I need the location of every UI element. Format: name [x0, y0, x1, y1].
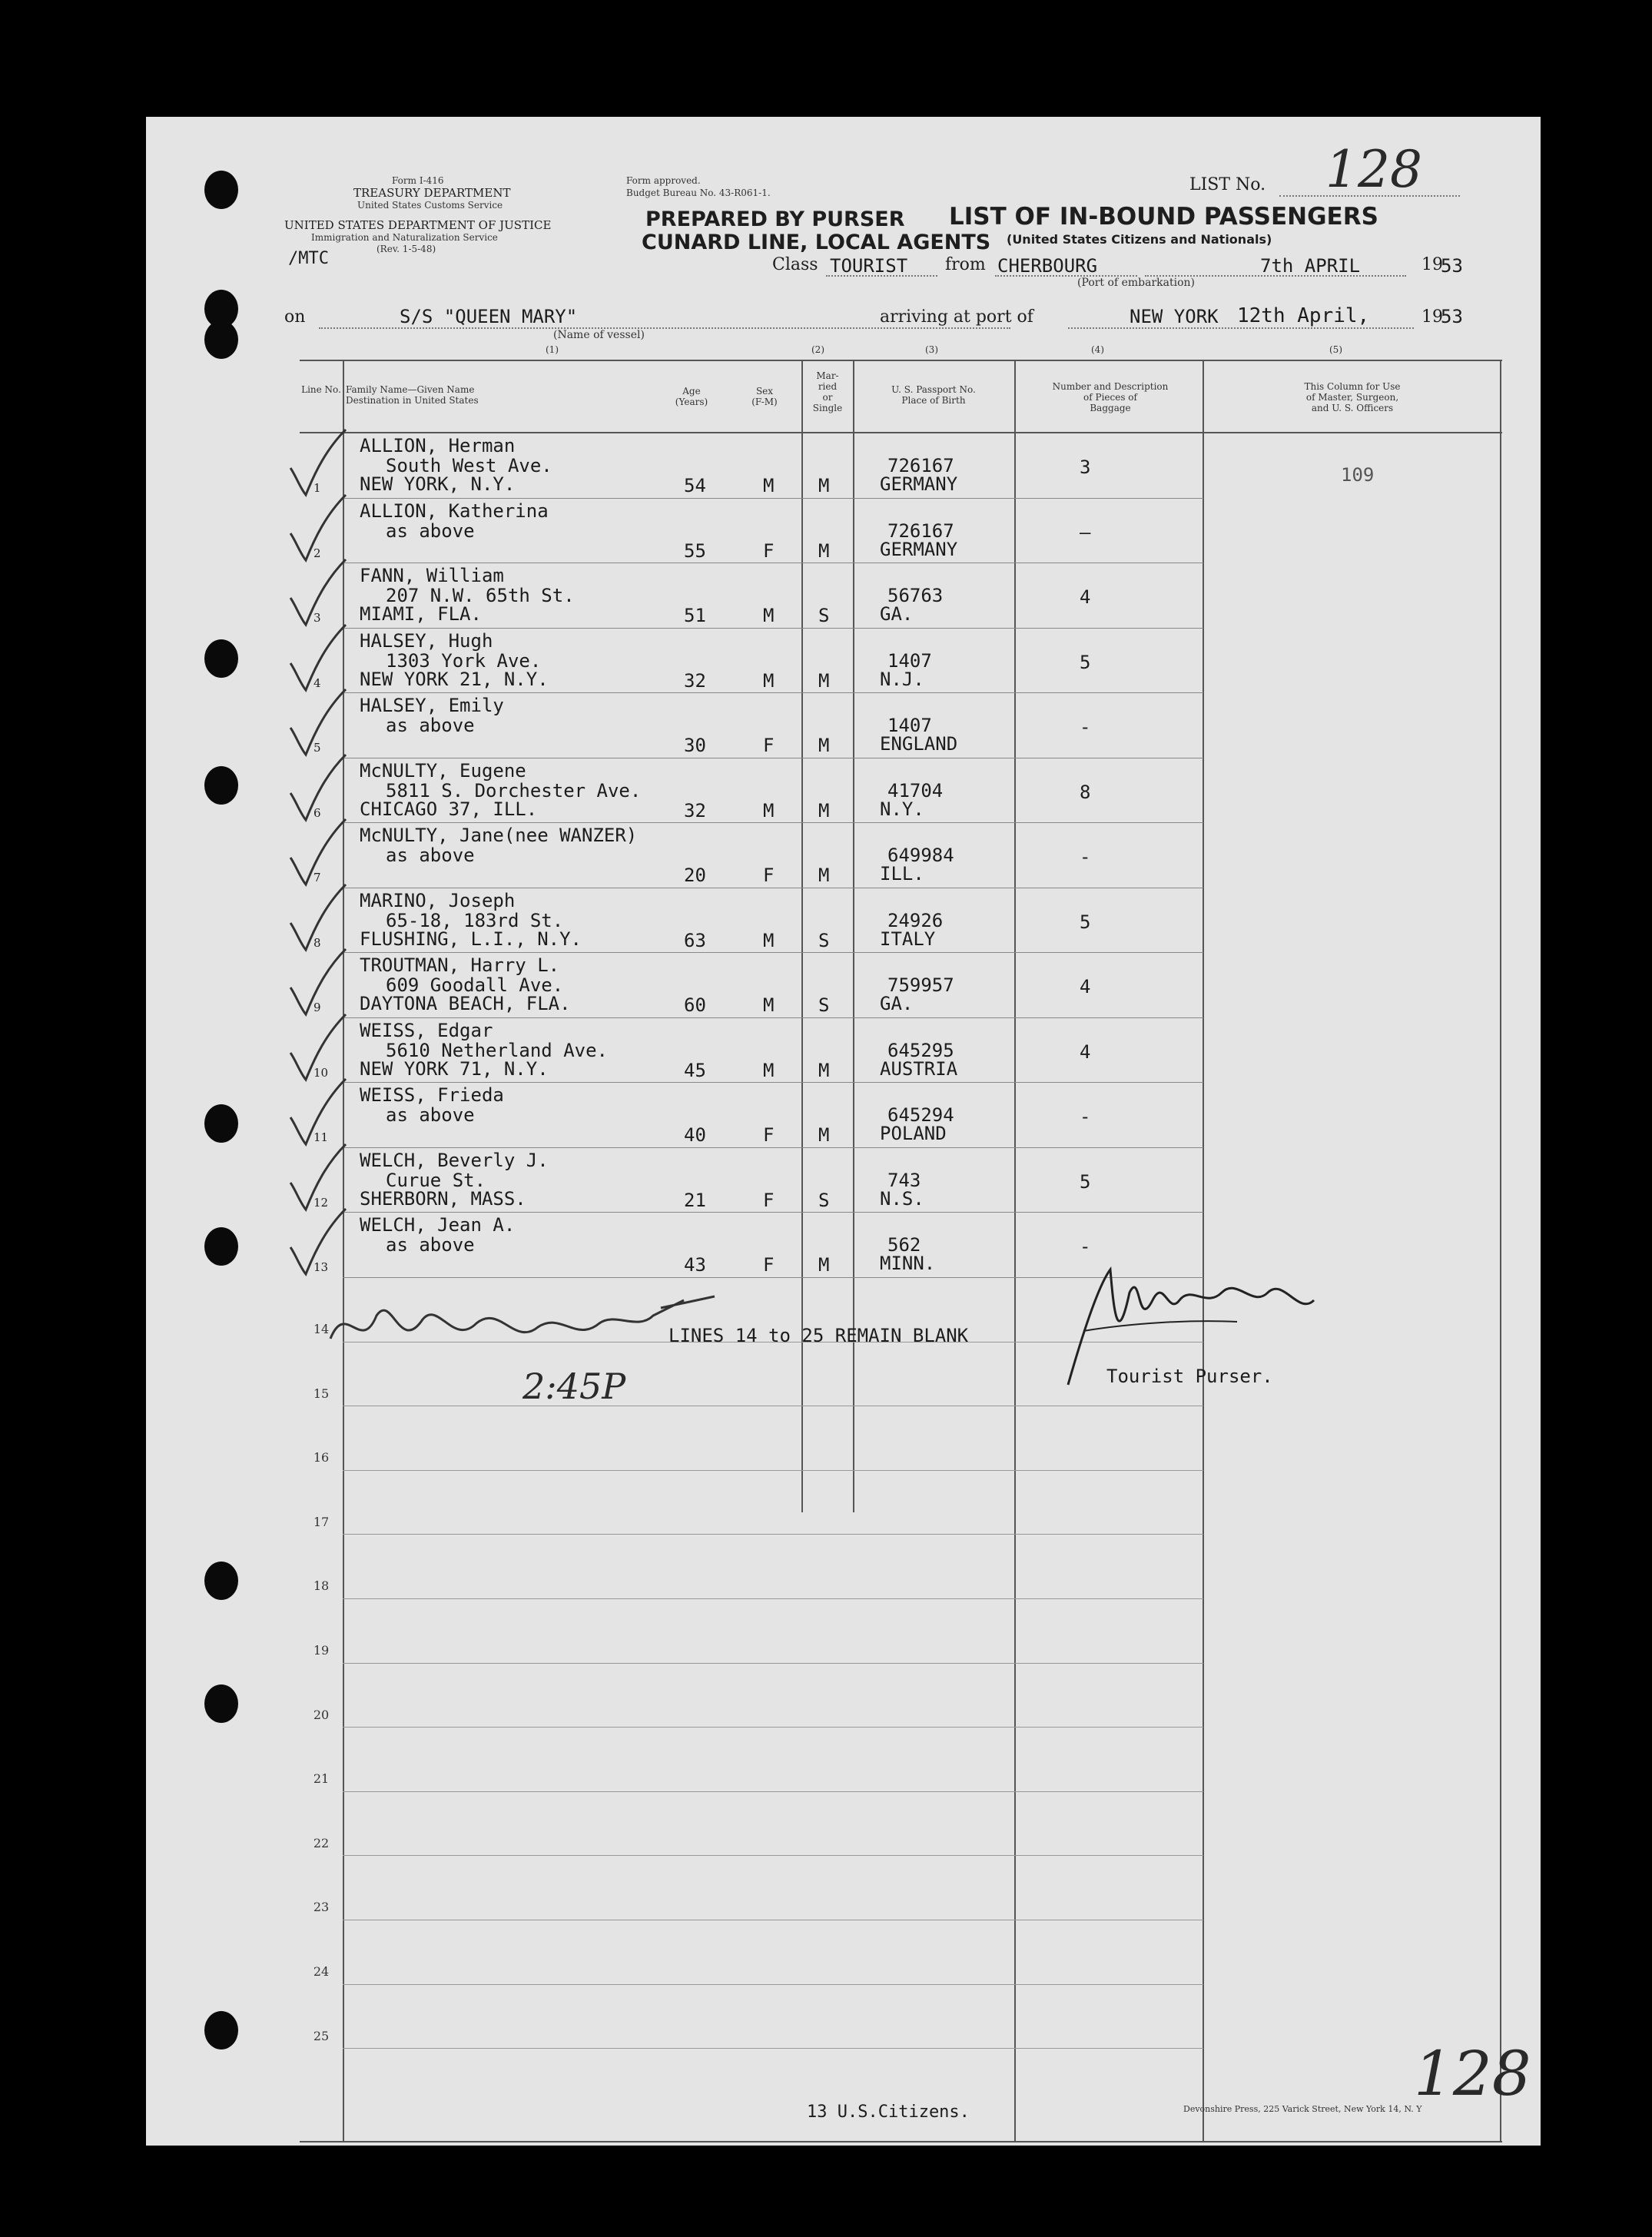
on-label: on — [284, 307, 306, 327]
line-number: 8 — [313, 935, 321, 950]
passenger-name: HALSEY, Hugh — [360, 629, 493, 652]
age: 21 — [684, 1189, 706, 1211]
baggage-count: 5 — [1080, 911, 1091, 933]
line-number: 10 — [313, 1065, 329, 1080]
header-passport-birth: U. S. Passport No. Place of Birth — [891, 384, 976, 406]
place-of-birth: ILL. — [880, 863, 924, 885]
address-line-1: as above — [386, 715, 475, 736]
address-line-1: 609 Goodall Ave. — [386, 974, 564, 996]
table-row — [146, 499, 1541, 564]
handwritten-time: 2:45P — [522, 1366, 626, 1407]
from-year: 53 — [1441, 255, 1463, 277]
header-officers: This Column for Use of Master, Surgeon, and U. S. Officers — [1304, 381, 1401, 413]
sex: M — [763, 605, 775, 626]
header-line-no: Line No. — [301, 384, 341, 395]
header-baggage: Number and Description of Pieces of Baggage — [1052, 381, 1169, 413]
from-label: from — [945, 255, 986, 274]
baggage-count: - — [1080, 846, 1091, 868]
sex: F — [763, 1124, 775, 1146]
address-line-1: South West Ave. — [386, 455, 552, 476]
age: 32 — [684, 799, 706, 821]
blank-line-number: 18 — [313, 1578, 330, 1594]
dotted-line — [1068, 327, 1414, 329]
sex: F — [763, 539, 775, 562]
col-number-3: (3) — [925, 344, 938, 355]
passport-number: 562 — [887, 1234, 921, 1256]
binder-hole — [204, 320, 238, 359]
from-port: CHERBOURG — [997, 255, 1098, 277]
marital-status: S — [818, 605, 830, 626]
place-of-birth: MINN. — [880, 1253, 936, 1274]
table-row — [146, 629, 1541, 694]
address-line-1: Curue St. — [386, 1169, 486, 1191]
col-number-1: (1) — [546, 344, 559, 355]
marital-status: S — [818, 1189, 830, 1211]
vessel-name: S/S "QUEEN MARY" — [400, 306, 578, 327]
line-number: 2 — [313, 546, 321, 560]
header-married: Mar- ried or Single — [812, 370, 843, 413]
justice-dept: UNITED STATES DEPARTMENT OF JUSTICE — [284, 218, 552, 232]
baggage-count: - — [1080, 1236, 1091, 1257]
arriving-label: arriving at port of — [880, 307, 1033, 327]
row-divider — [343, 1663, 1203, 1664]
age: 43 — [684, 1254, 706, 1276]
ins-service: Immigration and Naturalization Service — [311, 232, 498, 243]
row-divider — [343, 1791, 1203, 1792]
row-divider — [343, 1855, 1203, 1856]
from-date: 7th APRIL — [1260, 255, 1361, 277]
age: 51 — [684, 605, 706, 626]
address-line-1: as above — [386, 845, 475, 866]
baggage-count: 5 — [1080, 651, 1091, 673]
blank-line-number: 19 — [313, 1643, 330, 1658]
customs-service: United States Customs Service — [357, 200, 503, 211]
address-line-1: 207 N.W. 65th St. — [386, 585, 575, 606]
address-line-2: CHICAGO 37, ILL. — [360, 798, 538, 820]
place-of-birth: AUSTRIA — [880, 1057, 958, 1080]
baggage-count: 8 — [1080, 781, 1091, 803]
address-line-1: as above — [386, 1234, 475, 1256]
arrival-port: NEW YORK — [1130, 306, 1219, 327]
list-subtitle: (United States Citizens and Nationals) — [1007, 232, 1272, 247]
baggage-count: 4 — [1080, 1041, 1091, 1063]
blank-line-number: 20 — [313, 1707, 330, 1722]
line-number: 6 — [313, 805, 321, 820]
table-row — [146, 1148, 1541, 1213]
table-bottom-border — [300, 2141, 1502, 2142]
dotted-line — [319, 327, 1010, 329]
passenger-name: FANN, William — [360, 565, 504, 586]
place-of-birth: N.S. — [880, 1187, 924, 1210]
blank-line-number: 25 — [313, 2028, 330, 2043]
passenger-name: McNULTY, Eugene — [360, 759, 526, 782]
binder-hole — [204, 2011, 238, 2049]
binder-hole — [204, 1562, 238, 1600]
table-row — [146, 758, 1541, 824]
line-number: 9 — [313, 1001, 321, 1014]
passenger-name: MARINO, Joseph — [360, 889, 516, 911]
passport-number: 1407 — [887, 715, 932, 736]
passenger-name: WELCH, Jean A. — [360, 1214, 516, 1236]
baggage-count: 3 — [1080, 456, 1091, 478]
form-approved: Form approved. — [626, 175, 701, 186]
address-line-1: 5610 Netherland Ave. — [386, 1039, 608, 1061]
dotted-line — [1279, 195, 1460, 197]
age: 30 — [684, 735, 706, 756]
mtc-mark: /MTC — [288, 249, 329, 268]
col-number-5: (5) — [1329, 344, 1342, 355]
list-no-label: LIST No. — [1189, 175, 1266, 194]
marital-status: M — [818, 475, 830, 496]
budget-bureau: Budget Bureau No. 43-R061-1. — [626, 188, 771, 198]
purser-signature — [1037, 1246, 1345, 1400]
passport-number: 645295 — [887, 1039, 954, 1061]
printer-credit: Devonshire Press, 225 Varick Street, New York 14, N. Y — [1183, 2104, 1422, 2114]
sex: F — [763, 1254, 775, 1276]
binder-hole — [204, 171, 238, 209]
line-number: 4 — [313, 675, 321, 690]
marital-status: S — [818, 994, 830, 1016]
place-of-birth: GA. — [880, 603, 914, 625]
sex: F — [763, 735, 775, 756]
passport-number: 726167 — [887, 519, 954, 542]
header-age: Age (Years) — [675, 386, 708, 407]
place-of-birth: ITALY — [880, 928, 936, 950]
sex: M — [763, 929, 775, 951]
blank-line-number: 17 — [313, 1514, 330, 1529]
row-divider — [343, 1598, 1203, 1599]
marital-status: M — [818, 669, 830, 692]
passport-number: 743 — [887, 1169, 921, 1191]
blank-line-number: 23 — [313, 1900, 330, 1915]
table-row — [146, 1018, 1541, 1084]
address-line-1: 65-18, 183rd St. — [386, 909, 564, 931]
passenger-name: McNULTY, Jane(nee WANZER) — [360, 825, 638, 846]
marital-status: S — [818, 929, 830, 951]
revision: (Rev. 1-5-48) — [377, 244, 436, 254]
passenger-name: WEISS, Frieda — [360, 1084, 504, 1106]
passenger-name: ALLION, Katherina — [360, 500, 549, 522]
address-line-1: as above — [386, 519, 475, 542]
sex: M — [763, 1059, 775, 1081]
treasury-dept: TREASURY DEPARTMENT — [353, 186, 511, 200]
blank-line-number: 14 — [313, 1322, 330, 1336]
sex: F — [763, 1189, 775, 1211]
row-divider — [343, 1727, 1203, 1728]
passenger-name: TROUTMAN, Harry L. — [360, 954, 560, 976]
blank-line-number: 21 — [313, 1771, 330, 1787]
blank-lines-note: LINES 14 to 25 REMAIN BLANK — [668, 1325, 969, 1346]
passport-number: 1407 — [887, 649, 932, 672]
place-of-birth: N.J. — [880, 668, 924, 690]
marital-status: M — [818, 1254, 830, 1276]
sex: M — [763, 994, 775, 1016]
passport-number: 56763 — [887, 585, 944, 606]
age: 45 — [684, 1059, 706, 1081]
class-label: Class — [772, 255, 818, 274]
officer-note: 109 — [1341, 464, 1375, 486]
embark-caption: (Port of embarkation) — [1077, 277, 1195, 289]
purser-title: Tourist Purser. — [1106, 1366, 1273, 1387]
prepared-by: PREPARED BY PURSER — [645, 207, 905, 231]
line-number: 11 — [313, 1130, 329, 1144]
age: 32 — [684, 669, 706, 692]
passenger-name: HALSEY, Emily — [360, 695, 504, 716]
age: 40 — [684, 1124, 706, 1146]
marital-status: M — [818, 865, 830, 886]
table-top-border — [300, 360, 1502, 361]
table-row — [146, 563, 1541, 629]
sex: M — [763, 669, 775, 692]
header-name-destination: Family Name—Given Name Destination in United States — [346, 384, 479, 406]
address-line-1: as above — [386, 1104, 475, 1126]
address-line-2: NEW YORK, N.Y. — [360, 473, 516, 495]
line-number: 12 — [313, 1195, 329, 1210]
table-row — [146, 693, 1541, 758]
address-line-2: MIAMI, FLA. — [360, 603, 482, 625]
line-number: 5 — [313, 741, 321, 755]
line-number: 7 — [313, 871, 321, 885]
passport-number: 24926 — [887, 909, 944, 931]
blank-line-number: 22 — [313, 1835, 330, 1850]
corner-list-number: 128 — [1414, 2038, 1531, 2109]
passport-number: 649984 — [887, 845, 954, 866]
header-sex: Sex (F-M) — [751, 386, 778, 407]
from-year-prefix: 19 — [1421, 255, 1443, 274]
baggage-count: 4 — [1080, 976, 1091, 997]
col-number-2: (2) — [811, 344, 824, 355]
passport-number: 41704 — [887, 779, 944, 802]
passenger-name: WELCH, Beverly J. — [360, 1149, 549, 1171]
class-value: TOURIST — [830, 255, 908, 277]
place-of-birth: GERMANY — [880, 473, 958, 495]
marital-status: M — [818, 1059, 830, 1081]
marital-status: M — [818, 539, 830, 562]
cunard-line: CUNARD LINE, LOCAL AGENTS — [642, 231, 991, 254]
marital-status: M — [818, 799, 830, 821]
passport-number: 759957 — [887, 974, 954, 996]
list-no-value: 128 — [1325, 140, 1422, 199]
baggage-count: - — [1080, 716, 1091, 738]
table-row — [146, 433, 1541, 499]
address-line-1: 5811 S. Dorchester Ave. — [386, 779, 642, 802]
address-line-2: DAYTONA BEACH, FLA. — [360, 993, 571, 1014]
table-row — [146, 1083, 1541, 1148]
place-of-birth: GA. — [880, 993, 914, 1014]
blank-line-number: 15 — [313, 1386, 330, 1401]
line-number: 13 — [313, 1260, 329, 1274]
row-divider — [343, 2048, 1203, 2049]
sex: M — [763, 799, 775, 821]
form-number: Form I-416 — [392, 175, 444, 186]
blank-line-number: 16 — [313, 1450, 330, 1465]
arrival-date: 12th April, — [1237, 304, 1370, 327]
binder-hole — [204, 1684, 238, 1723]
row-divider — [343, 1470, 1203, 1471]
baggage-count: — — [1080, 521, 1091, 543]
passport-number: 645294 — [887, 1104, 954, 1126]
inspector-signature — [323, 1285, 722, 1369]
place-of-birth: N.Y. — [880, 798, 924, 820]
age: 54 — [684, 475, 706, 496]
sex: F — [763, 865, 775, 886]
row-divider — [343, 1984, 1203, 1985]
col-number-4: (4) — [1091, 344, 1104, 355]
address-line-2: SHERBORN, MASS. — [360, 1187, 526, 1210]
place-of-birth: POLAND — [880, 1123, 947, 1144]
table-row — [146, 888, 1541, 954]
baggage-count: 4 — [1080, 586, 1091, 608]
passport-number: 726167 — [887, 455, 954, 476]
address-line-2: NEW YORK 21, N.Y. — [360, 668, 549, 690]
list-title: LIST OF IN-BOUND PASSENGERS — [949, 203, 1378, 231]
address-line-2: FLUSHING, L.I., N.Y. — [360, 928, 582, 950]
marital-status: M — [818, 735, 830, 756]
address-line-1: 1303 York Ave. — [386, 649, 542, 672]
vessel-caption: (Name of vessel) — [553, 329, 645, 341]
place-of-birth: ENGLAND — [880, 733, 958, 755]
arrival-year: 53 — [1441, 306, 1463, 327]
table-row — [146, 823, 1541, 888]
baggage-count: - — [1080, 1106, 1091, 1127]
line-number: 1 — [313, 481, 321, 495]
document-page — [146, 117, 1541, 2146]
marital-status: M — [818, 1124, 830, 1146]
address-line-2: NEW YORK 71, N.Y. — [360, 1057, 549, 1080]
sex: M — [763, 475, 775, 496]
row-divider — [343, 1534, 1203, 1535]
age: 55 — [684, 539, 706, 562]
blank-line-number: 24 — [313, 1964, 330, 1979]
age: 20 — [684, 865, 706, 886]
age: 63 — [684, 929, 706, 951]
table-row — [146, 953, 1541, 1018]
age: 60 — [684, 994, 706, 1016]
line-number: 3 — [313, 611, 321, 625]
arrival-year-prefix: 19 — [1421, 307, 1443, 327]
place-of-birth: GERMANY — [880, 538, 958, 560]
check-mark-icon — [284, 1205, 353, 1282]
passenger-name: ALLION, Herman — [360, 435, 516, 456]
passenger-name: WEISS, Edgar — [360, 1019, 493, 1041]
citizen-count: 13 U.S.Citizens. — [807, 2103, 970, 2122]
baggage-count: 5 — [1080, 1170, 1091, 1193]
